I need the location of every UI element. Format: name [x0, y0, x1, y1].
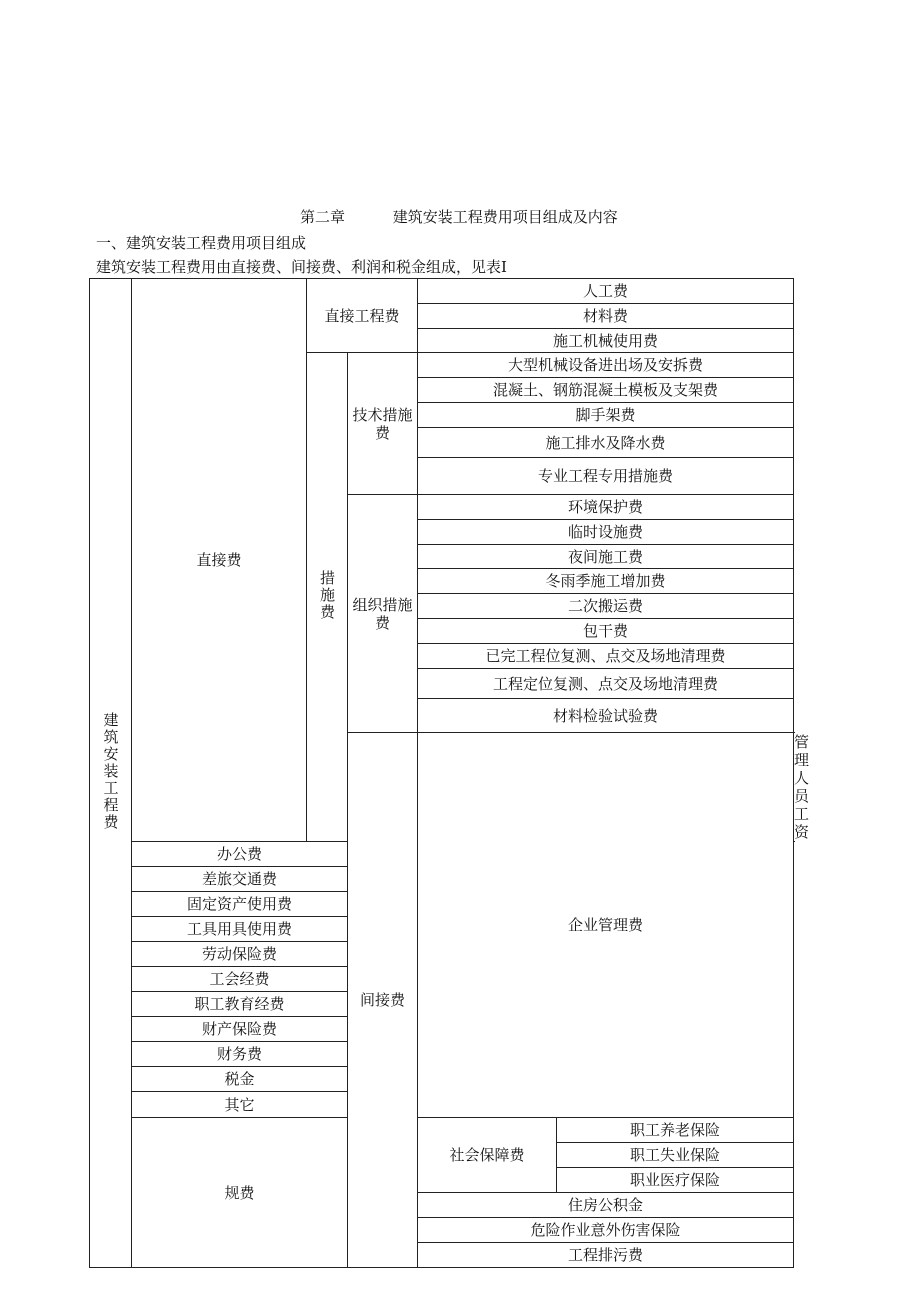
fee-composition-table: 建筑安装工程费 直接费 直接工程费 人工费 材料费 施工机械使用费 措施费 技术措施费 大型机械设备进出场及安拆费 混凝土、钢筋混凝土模板及支架费 脚手架费 施工排水及降水费 专业工程专用措施费 组织措施费 环境保护费 临时设施费 夜间施工费 冬雨季施工增加费 二次搬运费 包干费 已完工程位复测、点交及场地清理费 工程定位复测、点交及场地清理费 材料检验试验费 间接费 企业管理费 管理人员工资 办公费 差旅交通费 固定资产使用费 工具用具使用费 劳动保险费 工会经费 职工教育经费 财产保险费 财务费 税金 其它 规费 社会保障费 职工养老保险 职工失业保险 职业医疗保险 住房公积金 危险作业意外伤害保险 工程排污费: [89, 278, 794, 1268]
table-row: 危险作业意外伤害保险: [418, 1218, 794, 1243]
table-row: 环境保护费: [418, 495, 794, 520]
mgmt-cost-cell: 企业管理费: [418, 733, 794, 1118]
table-row: 二次搬运费: [418, 594, 794, 619]
indirect-cost-cell: 间接费: [348, 733, 418, 1268]
intro-text: 建筑安装工程费用由直接费、间接费、利润和税金组成，见表Ⅰ: [96, 258, 507, 276]
table-row: 差旅交通费: [132, 867, 348, 892]
table-row: 专业工程专用措施费: [418, 458, 794, 495]
table-row: 大型机械设备进出场及安拆费: [418, 353, 794, 378]
table-row: 职工失业保险: [557, 1143, 794, 1168]
tech-measure-cell: 技术措施费: [348, 353, 418, 495]
table-row: 财产保险费: [132, 1017, 348, 1042]
table-row: 职工养老保险: [557, 1118, 794, 1143]
table-row: 施工排水及降水费: [418, 428, 794, 458]
table-row: 材料费: [418, 304, 794, 329]
table-row: 住房公积金: [418, 1193, 794, 1218]
table-row: 工程定位复测、点交及场地清理费: [418, 669, 794, 699]
direct-work-cell: 直接工程费: [307, 279, 418, 353]
chapter-heading: [300, 206, 618, 227]
table-row: 夜间施工费: [418, 545, 794, 569]
table-row: 办公费: [132, 842, 348, 867]
table-row: 职业医疗保险: [557, 1168, 794, 1193]
org-measure-cell: 组织措施费: [348, 495, 418, 733]
table-row: 脚手架费: [418, 403, 794, 428]
table-row: 人工费: [418, 279, 794, 304]
table-row: 固定资产使用费: [132, 892, 348, 917]
measure-cost-cell: [307, 353, 348, 842]
table-row: 冬雨季施工增加费: [418, 569, 794, 594]
table-row: 工具用具使用费: [132, 917, 348, 942]
table-row: 临时设施费: [418, 520, 794, 545]
statutory-fees-cell: 规费: [132, 1118, 348, 1268]
chapter-title: 建筑安装工程费用项目组成及内容: [392, 208, 618, 226]
measure-label: 措施费: [318, 569, 336, 621]
chapter-number: 第二章: [300, 208, 346, 226]
table-row: 施工机械使用费: [418, 329, 794, 353]
table-row: 劳动保险费: [132, 942, 348, 967]
table-row: 职工教育经费: [132, 992, 348, 1017]
table-row: 材料检验试验费: [418, 699, 794, 733]
root-cell: [90, 279, 132, 1268]
table-row: 混凝土、钢筋混凝土模板及支架费: [418, 378, 794, 403]
table-row: 包干费: [418, 619, 794, 644]
social-security-cell: 社会保障费: [418, 1118, 557, 1193]
table-row: 已完工程位复测、点交及场地清理费: [418, 644, 794, 669]
section-heading: 一、建筑安装工程费用项目组成: [96, 234, 307, 252]
table-row: 工程排污费: [418, 1243, 794, 1268]
table-row: 财务费: [132, 1042, 348, 1067]
direct-cost-cell: 直接费: [132, 279, 307, 842]
root-label: 建筑安装工程费: [101, 711, 120, 831]
table-row: 工会经费: [132, 967, 348, 992]
table-row: 税金: [132, 1067, 348, 1092]
table-row: 其它: [132, 1092, 348, 1118]
